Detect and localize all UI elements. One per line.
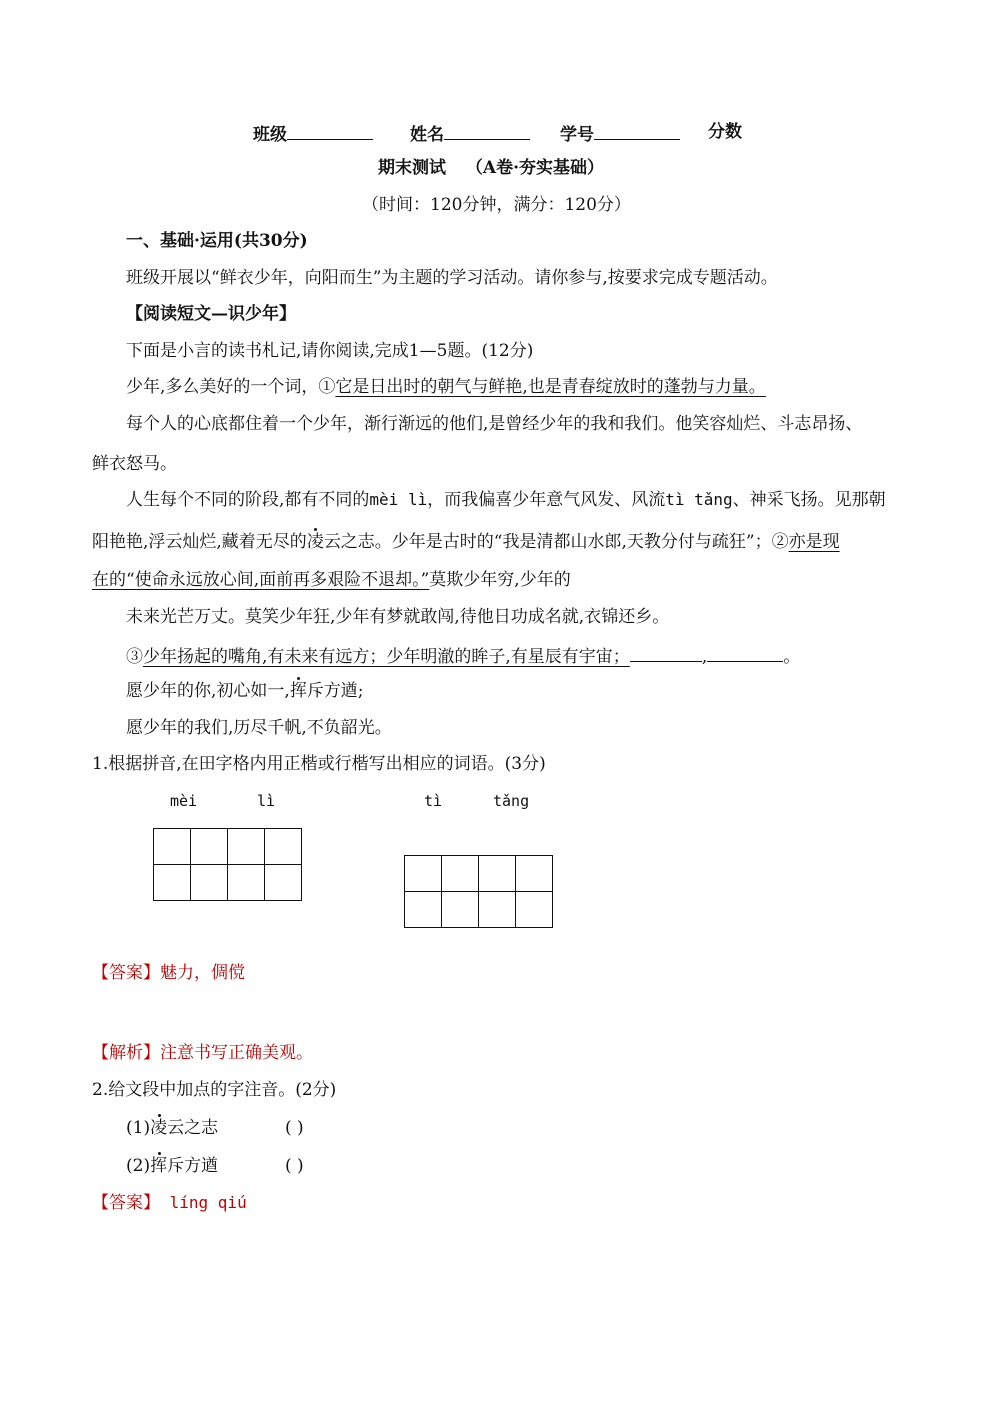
passage-text: 阳艳艳,浮云灿烂,藏着无尽的 xyxy=(92,532,307,552)
grid-cell[interactable] xyxy=(154,829,191,865)
passage-line-10: 愿少年的我们,历尽千帆,不负韶光。 xyxy=(126,718,392,738)
answer-1 xyxy=(92,965,245,982)
name-blank xyxy=(444,124,530,140)
grid-cell[interactable] xyxy=(479,856,516,892)
passage-line-6 xyxy=(92,572,571,589)
passage-text: 愿少年的你,初心如一, xyxy=(126,681,290,701)
item-number: (1) xyxy=(126,1118,151,1138)
passage-line-2: 每个人的心底都住着一个少年，渐行渐远的他们,是曾经少年的我和我们。他笑容灿烂、斗志昂扬、 xyxy=(126,414,863,434)
q2-item-2 xyxy=(126,1158,218,1175)
answer-parens-1[interactable]: ( ) xyxy=(285,1118,304,1138)
grid-cell[interactable] xyxy=(191,829,228,865)
grid-cell[interactable] xyxy=(265,865,302,901)
tianzige-grid-2[interactable] xyxy=(404,855,553,928)
answer-2 xyxy=(92,1195,247,1212)
underlined-sentence-2a: 亦是现 xyxy=(788,532,840,552)
analysis-text: 注意书写正确美观。 xyxy=(160,1043,313,1063)
subtitle-text: （A卷·夯实基础） xyxy=(465,158,605,178)
passage-line-7: 未来光芒万丈。莫笑少年狂,少年有梦就敢闯,待他日功成名就,衣锦还乡。 xyxy=(126,607,670,627)
passage-text: 少年,多么美好的一个词，① xyxy=(126,377,336,397)
item-text: 云之志 xyxy=(167,1118,219,1138)
grid-cell[interactable] xyxy=(516,856,553,892)
grid-cell[interactable] xyxy=(405,856,442,892)
underlined-sentence-3: 少年扬起的嘴角,有未来有远方；少年明澈的眸子,有星辰有宇宙； xyxy=(143,647,630,667)
passage-line-5 xyxy=(92,534,840,551)
pinyin-tang: tǎng xyxy=(493,792,530,810)
answer-label: 【答案】 xyxy=(92,1193,160,1213)
passage-line-8 xyxy=(126,646,800,666)
name-field xyxy=(410,124,530,144)
passage-text: ，而我偏喜少年意气风发、风流 xyxy=(427,490,666,510)
time-info: （时间：120分钟，满分：120分） xyxy=(362,195,631,215)
class-field xyxy=(253,124,373,144)
answer-text: líng qiú xyxy=(160,1193,247,1212)
pinyin-li: lì xyxy=(257,792,276,810)
question-2: 2.给文段中加点的字注音。(2分) xyxy=(92,1080,337,1100)
grid-cell[interactable] xyxy=(516,892,553,928)
title-text: 期末测试 xyxy=(378,158,446,178)
grid-cell[interactable] xyxy=(479,892,516,928)
pinyin-meili: mèi lì xyxy=(369,490,428,509)
dotted-char-hui: 挥 xyxy=(150,1156,168,1176)
section-instruction: 下面是小言的读书札记,请你阅读,完成1—5题。(12分) xyxy=(126,341,534,361)
passage-text: 斥方遒; xyxy=(306,681,364,701)
passage-text: 人生每个不同的阶段,都有不同的 xyxy=(126,490,370,510)
item-number: (2) xyxy=(126,1156,151,1176)
answer-label: 【答案】 xyxy=(92,963,160,983)
item-text: 斥方遒 xyxy=(167,1156,219,1176)
grid-cell[interactable] xyxy=(442,856,479,892)
name-label: 姓名 xyxy=(410,125,444,145)
q2-item-1 xyxy=(126,1120,218,1137)
dotted-char-ling: 凌 xyxy=(150,1118,168,1138)
passage-line-1 xyxy=(126,379,766,396)
grid-cell[interactable] xyxy=(442,892,479,928)
passage-line-4 xyxy=(126,492,886,509)
fill-blank-1 xyxy=(630,646,702,662)
fill-blank-2 xyxy=(707,646,783,662)
answer-text: 魅力，倜傥 xyxy=(160,963,245,983)
dotted-char-hui: 挥 xyxy=(289,681,307,701)
class-blank xyxy=(287,124,373,140)
grid-cell[interactable] xyxy=(265,829,302,865)
passage-text: 云之志。少年是古时的“我是清都山水郎,天教分付与疏狂”；② xyxy=(323,532,789,552)
circle-number-3: ③ xyxy=(126,647,143,667)
grid-cell[interactable] xyxy=(154,865,191,901)
grid-cell[interactable] xyxy=(405,892,442,928)
passage-line-3: 鲜衣怒马。 xyxy=(92,454,177,474)
grid-cell[interactable] xyxy=(228,865,265,901)
dotted-char-ling: 凌 xyxy=(306,532,324,552)
grid-cell[interactable] xyxy=(228,829,265,865)
id-blank xyxy=(594,124,680,140)
pinyin-titang: tì tǎng xyxy=(665,490,733,509)
question-1: 1.根据拼音,在田字格内用正楷或行楷写出相应的词语。(3分) xyxy=(92,754,546,774)
pinyin-ti: tì xyxy=(424,792,443,810)
class-label: 班级 xyxy=(253,125,287,145)
id-field xyxy=(560,124,680,144)
tianzige-grid-1[interactable] xyxy=(153,828,302,901)
underlined-sentence-1: 它是日出时的朝气与鲜艳,也是青春绽放时的蓬勃与力量。 xyxy=(335,377,766,397)
score-label: 分数 xyxy=(708,122,742,142)
passage-line-9 xyxy=(126,683,364,700)
answer-parens-2[interactable]: ( ) xyxy=(285,1156,304,1176)
analysis-label: 【解析】 xyxy=(92,1043,160,1063)
period: 。 xyxy=(783,647,801,667)
page-title xyxy=(378,160,604,177)
grid-cell[interactable] xyxy=(191,865,228,901)
underlined-sentence-2b: 在的“使命永远放心间,面前再多艰险不退却。” xyxy=(92,570,430,590)
comma: , xyxy=(701,647,708,667)
passage-text: 莫欺少年穷,少年的 xyxy=(429,570,571,590)
section-intro: 班级开展以“鲜衣少年，向阳而生”为主题的学习活动。请你参与,按要求完成专题活动。 xyxy=(126,268,778,288)
id-label: 学号 xyxy=(560,125,594,145)
pinyin-mei: mèi xyxy=(170,792,198,810)
passage-text: 、神采飞扬。见那朝 xyxy=(732,490,886,510)
section-heading: 一、基础·运用(共30分) xyxy=(126,231,308,251)
analysis-1 xyxy=(92,1045,313,1062)
section-subheading: 【阅读短文—识少年】 xyxy=(126,304,296,324)
